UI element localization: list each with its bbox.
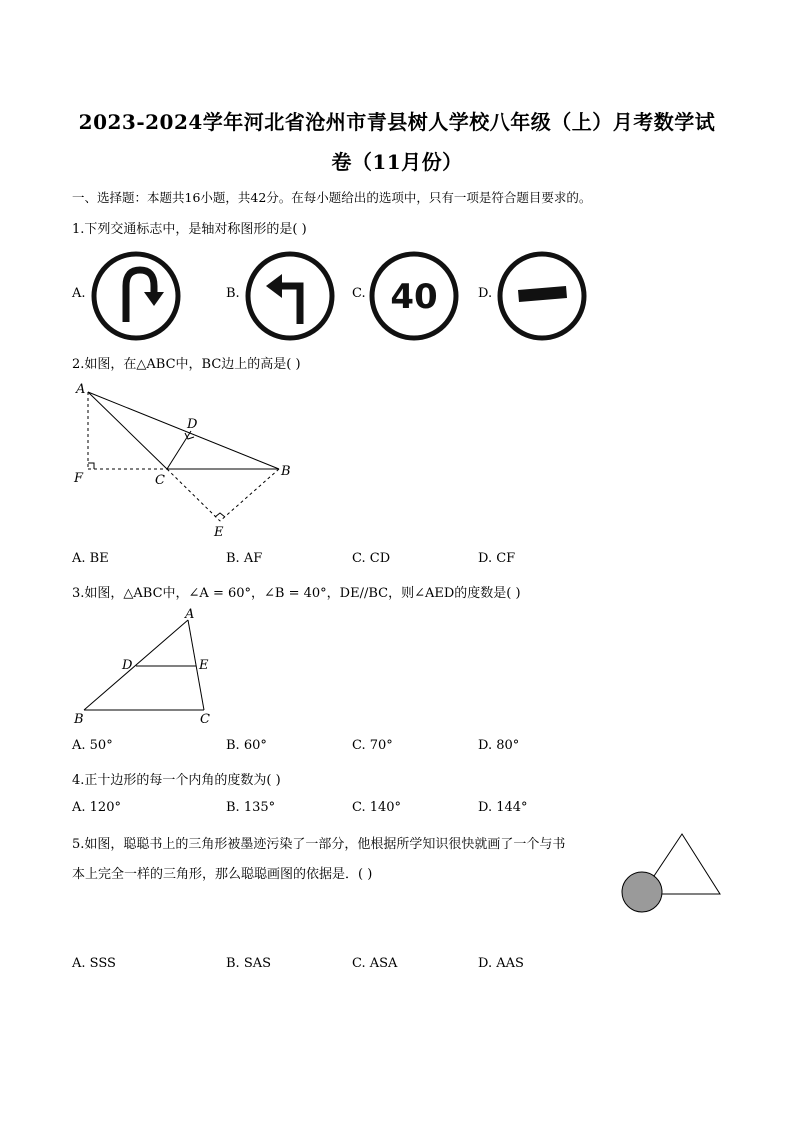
q2-option-d: D. CF — [478, 551, 516, 566]
q2-option-b: B. AF — [226, 551, 263, 566]
q5-option-b: B. SAS — [226, 956, 272, 971]
q3-option-a: A. 50° — [72, 738, 113, 753]
q5-stem-line1: 5.如图，聪聪书上的三角形被墨迹污染了一部分，他根据所学知识很快就画了一个与书 — [72, 837, 566, 852]
q4-stem: 4.正十边形的每一个内角的度数为( ) — [72, 773, 281, 788]
speed-limit-number: 40 — [390, 277, 438, 317]
q1-option-a-label: A. — [72, 286, 86, 301]
left-turn-sign-icon — [244, 250, 336, 342]
q3-option-b: B. 60° — [226, 738, 267, 753]
q5-ink-stained-triangle-figure — [618, 828, 728, 918]
q3-stem: 3.如图，△ABC中，∠A = 60°，∠B = 40°，DE//BC，则∠AED的度数是( ) — [72, 586, 521, 601]
paper-title-line2: 卷（11月份） — [331, 150, 463, 174]
q4-option-d: D. 144° — [478, 800, 528, 815]
q1-option-b-label: B. — [226, 286, 240, 301]
q2-label-a: A — [76, 382, 86, 397]
q5-option-a: A. SSS — [72, 956, 116, 971]
q3-option-d: D. 80° — [478, 738, 520, 753]
q1-stem: 1.下列交通标志中，是轴对称图形的是( ) — [72, 222, 307, 237]
no-entry-sign-icon — [496, 250, 588, 342]
ink-blot — [622, 872, 662, 912]
q2-label-b: B — [281, 464, 291, 479]
q5-option-c: C. ASA — [352, 956, 398, 971]
q1-option-c-label: C. — [352, 286, 366, 301]
q3-label-a: A — [185, 607, 195, 622]
q4-option-a: A. 120° — [72, 800, 121, 815]
q2-option-c: C. CD — [352, 551, 391, 566]
q3-label-e: E — [199, 658, 209, 673]
q3-label-b: B — [74, 712, 84, 727]
section-heading: 一、选择题：本题共16小题，共42分。在每小题给出的选项中，只有一项是符合题目要求的。 — [72, 190, 592, 205]
q3-triangle-figure — [70, 606, 230, 726]
q4-option-b: B. 135° — [226, 800, 276, 815]
q3-label-d: D — [122, 658, 133, 673]
q5-stem-line2: 本上完全一样的三角形，那么聪聪画图的依据是．( ) — [72, 867, 373, 882]
q2-stem: 2.如图，在△ABC中，BC边上的高是( ) — [72, 357, 301, 372]
speed-limit-40-sign-icon — [368, 250, 460, 342]
q2-option-a: A. BE — [72, 551, 109, 566]
q1-option-d-label: D. — [478, 286, 493, 301]
u-turn-sign-icon — [90, 250, 182, 342]
q2-label-d: D — [187, 417, 198, 432]
q2-label-c: C — [155, 473, 165, 488]
q2-label-f: F — [74, 471, 84, 486]
q3-option-c: C. 70° — [352, 738, 393, 753]
q4-option-c: C. 140° — [352, 800, 402, 815]
paper-title-line1: 2023-2024学年河北省沧州市青县树人学校八年级（上）月考数学试 — [78, 110, 716, 134]
q5-option-d: D. AAS — [478, 956, 524, 971]
q2-triangle-figure — [70, 378, 300, 543]
q2-label-e: E — [214, 525, 224, 540]
q3-label-c: C — [200, 712, 210, 727]
